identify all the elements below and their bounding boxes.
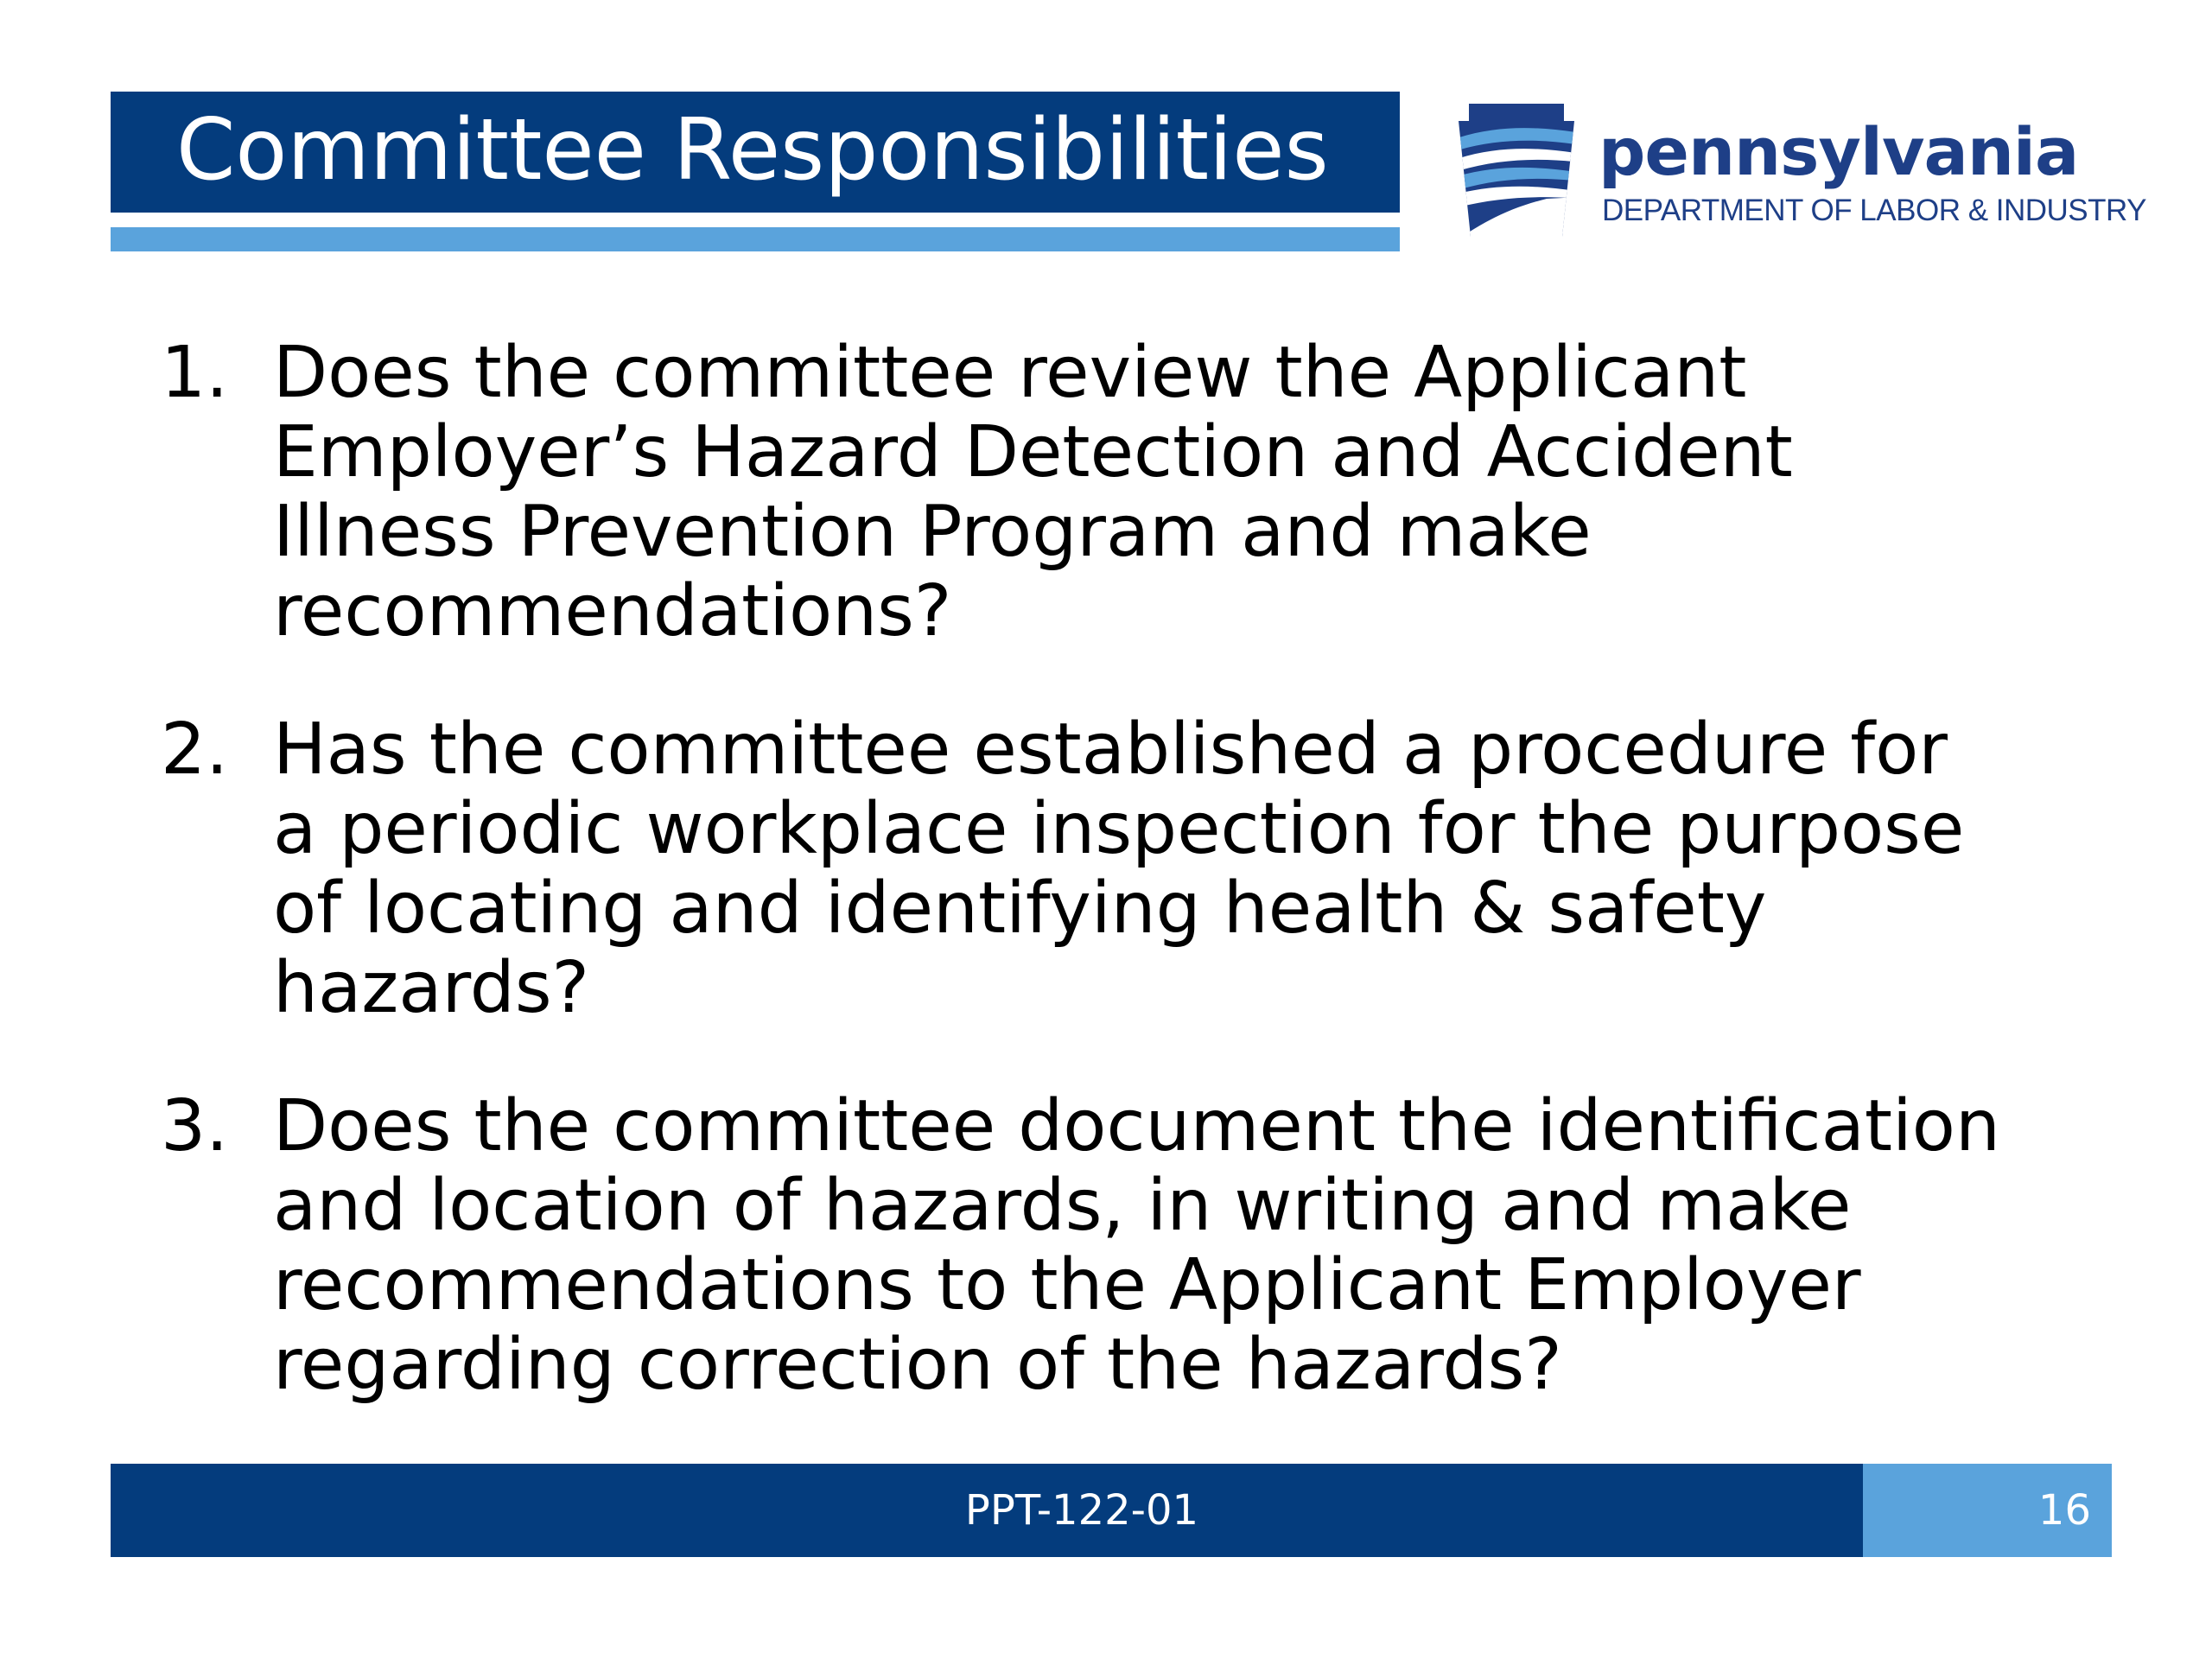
item-number: 3.	[161, 1085, 229, 1167]
item-text: Does the committee review the Applicant Employer’s Hazard Detection and Accident Illness Prevention Program and make recommendations?	[273, 332, 1793, 652]
page-number: 16	[2037, 1486, 2091, 1535]
title-bar	[111, 92, 1400, 213]
list-item	[161, 1087, 2096, 1405]
footer-bar	[111, 1464, 2112, 1557]
keystone-logo-icon	[1443, 99, 1590, 245]
slide-title: Committee Responsibilities	[176, 101, 1329, 200]
pennsylvania-logo	[1443, 99, 2147, 245]
question-list	[161, 334, 2096, 1464]
list-item	[161, 334, 2096, 652]
logo-department: DEPARTMENT OF LABOR & INDUSTRY	[1602, 194, 2147, 227]
item-text: Has the committee established a procedure for a periodic workplace inspection for the purpose of locating and identifying health & safety hazards?	[273, 709, 1965, 1029]
title-underline	[111, 227, 1400, 251]
item-number: 2.	[161, 709, 229, 791]
list-item	[161, 710, 2096, 1028]
item-text: Does the committee document the identification and location of hazards, in writing and make recommendations to the Applicant Employer regarding correction of the hazards?	[273, 1085, 2000, 1406]
item-number: 1.	[161, 332, 229, 414]
footer-page-box	[1863, 1464, 2112, 1557]
logo-wordmark: pennsylvania	[1599, 113, 2079, 190]
footer-code: PPT-122-01	[964, 1486, 1199, 1535]
